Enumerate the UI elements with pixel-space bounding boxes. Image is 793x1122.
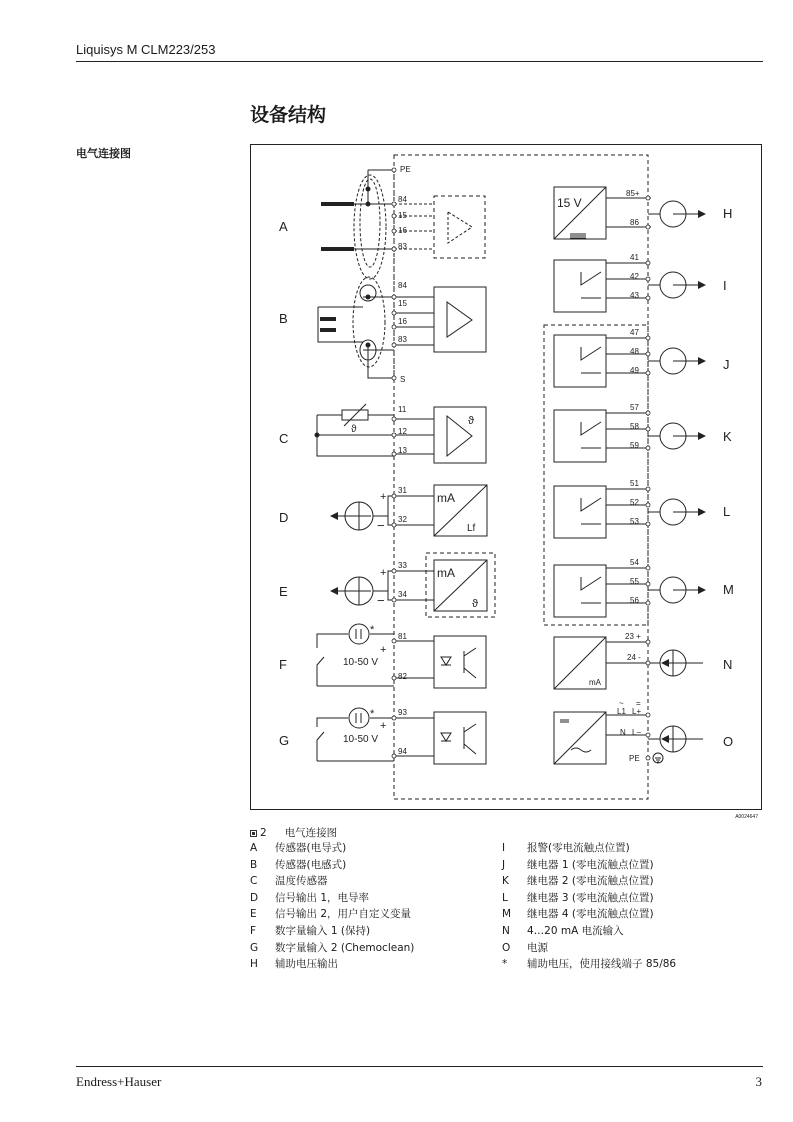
legend-row-c [250,873,490,890]
terminal-i-41: 41 [630,253,639,262]
legend-row-e [250,906,490,923]
right-label-h: H [723,206,733,221]
d-plus: + [380,491,387,503]
legend-row-n [502,923,762,940]
figure-caption [250,825,337,840]
footer-rule [76,1066,763,1067]
legend-key: D [250,891,259,904]
terminal-a-83: 83 [398,242,407,251]
legend-row-b [250,857,490,874]
legend-text: 继电器 4 (零电流触点位置) [527,908,654,921]
legend-text: 数字量输入 1 (保持) [275,924,371,937]
c-sensor-theta-text: ϑ [351,424,357,435]
legend-text: 报警(零电流触点位置) [527,842,630,854]
dc-symbol: = [636,699,641,708]
terminal-a-84: 84 [398,195,407,204]
row-label-b: B [279,311,288,326]
terminal-o-lminus: L− [632,728,642,737]
legend-text: 辅助电压输出 [275,958,338,971]
e-ma-text: mA [437,566,455,580]
row-label-f: F [279,657,287,672]
legend-key: L [502,891,508,904]
right-label-n: N [723,657,733,672]
terminal-d-31: 31 [398,486,407,495]
g-star: * [370,708,375,720]
terminal-c-12: 12 [398,427,407,436]
f-optocoupler-block [434,636,486,688]
terminal-c-13: 13 [398,446,407,455]
legend-row-f [250,923,490,940]
j-relay-1-block [554,335,606,387]
terminal-m-56: 56 [630,596,639,605]
terminal-b-84: 84 [398,281,407,290]
terminal-s: S [400,375,406,384]
terminal-c-11: 11 [398,405,407,414]
f-voltage-text: 10-50 V [343,657,379,668]
terminal-m-54: 54 [630,558,639,567]
legend-row-i [502,840,762,857]
d-minus: − [377,518,385,533]
terminal-b-83: 83 [398,335,407,344]
legend-row-a [250,840,490,857]
legend-right [502,840,762,973]
legend-text: 电源 [527,941,548,954]
document-header-title: Liquisys M CLM223/253 [76,42,216,57]
terminal-i-43: 43 [630,291,639,300]
legend-row-k [502,873,762,890]
legend-key: * [502,958,508,971]
terminal-o-pe: PE [629,754,640,763]
right-label-j: J [723,357,730,372]
legend-row-m [502,906,762,923]
terminal-b-15: 15 [398,299,407,308]
terminal-l-52: 52 [630,498,639,507]
section-title: 设备结构 [250,104,327,126]
terminal-j-48: 48 [630,347,639,356]
terminal-l-53: 53 [630,517,639,526]
legend-row-l [502,890,762,907]
legend-key: F [250,924,257,937]
figure-icon [250,830,257,837]
legend-text: 4…20 mA 电流输入 [527,924,624,937]
legend-row-d [250,890,490,907]
e-theta-text: ϑ [472,598,479,610]
legend-text: 辅助电压，使用接线端子 85/86 [527,958,677,971]
legend-key: C [250,875,258,888]
legend-row-o [502,940,762,957]
terminal-k-59: 59 [630,441,639,450]
row-label-c: C [279,431,289,446]
b-amplifier-block [434,287,486,352]
terminal-l-51: 51 [630,479,639,488]
d-lf-text: Lf [467,523,476,534]
wiring-diagram-svg [251,145,763,811]
row-label-d: D [279,510,289,525]
legend-text: 信号输出 2，用户自定义变量 [275,908,412,921]
terminal-e-34: 34 [398,590,407,599]
legend-text: 继电器 1 (零电流触点位置) [527,858,654,871]
g-plus: + [380,720,387,732]
terminal-h-86: 86 [630,218,639,227]
legend-key: N [502,924,510,937]
n-ma-text: mA [589,678,601,687]
terminal-n-23: 23 + [625,632,641,641]
row-label-e: E [279,584,288,599]
legend-key: E [250,908,257,921]
i-alarm-relay-block [554,260,606,312]
footer-brand: Endress+Hauser [76,1074,162,1089]
legend-text: 传感器(电感式) [275,858,347,871]
terminal-j-49: 49 [630,366,639,375]
figure-caption-text: 电气连接图 [284,827,338,839]
row-label-g: G [279,733,290,748]
h-15v-text: 15 V [557,196,582,210]
terminal-b-16: 16 [398,317,407,326]
legend-text: 继电器 3 (零电流触点位置) [527,891,654,904]
right-label-m: M [723,582,734,597]
legend-key: K [502,875,509,888]
legend-key: J [502,858,506,871]
terminal-f-82: 82 [398,672,407,681]
terminal-j-47: 47 [630,328,639,337]
wiring-diagram [250,144,762,820]
terminal-o-lplus: L+ [632,707,642,716]
terminal-e-33: 33 [398,561,407,570]
terminal-i-42: 42 [630,272,639,281]
m-relay-4-block [554,565,606,617]
legend-row-g [250,940,490,957]
figure-code: A0024647 [735,814,758,820]
right-label-i: I [723,278,727,293]
legend-left [250,840,490,973]
legend-row-j [502,857,762,874]
terminal-k-58: 58 [630,422,639,431]
terminal-h-85: 85+ [626,189,640,198]
legend-key: B [250,858,258,871]
device-housing-outline [394,155,648,799]
c-temperature-block [434,407,486,463]
f-star: * [370,624,375,636]
figure-side-label: 电气连接图 [76,147,131,160]
legend-row-star [502,956,762,973]
terminal-a-15: 15 [398,211,407,220]
terminal-d-32: 32 [398,515,407,524]
terminal-f-81: 81 [398,632,407,641]
terminal-o-n: N [620,728,626,737]
legend-key: H [250,958,258,971]
figure-number: 2 [260,827,267,839]
right-label-o: O [723,734,734,749]
page-number: 3 [755,1074,762,1089]
terminal-a-16: 16 [398,226,407,235]
legend-text: 数字量输入 2 (Chemoclean) [275,941,415,954]
terminal-m-55: 55 [630,577,639,586]
legend-text: 传感器(电导式) [275,842,347,854]
ac-symbol: ~ [619,699,624,708]
legend-row-h [250,956,490,973]
legend-text: 温度传感器 [275,875,328,888]
f-plus: + [380,644,387,656]
e-minus: − [377,593,385,608]
e-plus: + [380,567,387,579]
header-rule [76,61,763,62]
c-theta-text: ϑ [468,415,475,427]
g-voltage-text: 10-50 V [343,734,379,745]
legend-key: M [502,908,512,921]
terminal-n-24: 24 - [627,653,641,662]
right-label-l: L [723,504,731,519]
g-optocoupler-block [434,712,486,764]
terminal-g-94: 94 [398,747,407,756]
legend-key: A [250,842,258,854]
a-amplifier-block [434,196,485,258]
legend-text: 信号输出 1，电导率 [275,891,370,904]
k-relay-2-block [554,410,606,462]
row-label-a: A [279,219,288,234]
terminal-k-57: 57 [630,403,639,412]
legend-key: I [502,842,506,854]
legend-key: G [250,941,259,954]
legend-key: O [502,941,511,954]
l-relay-3-block [554,486,606,538]
right-label-k: K [723,429,732,444]
terminal-o-l1: L1 [617,707,626,716]
terminal-pe: PE [400,165,411,174]
d-ma-text: mA [437,491,455,505]
terminal-g-93: 93 [398,708,407,717]
legend-text: 继电器 2 (零电流触点位置) [527,875,654,888]
